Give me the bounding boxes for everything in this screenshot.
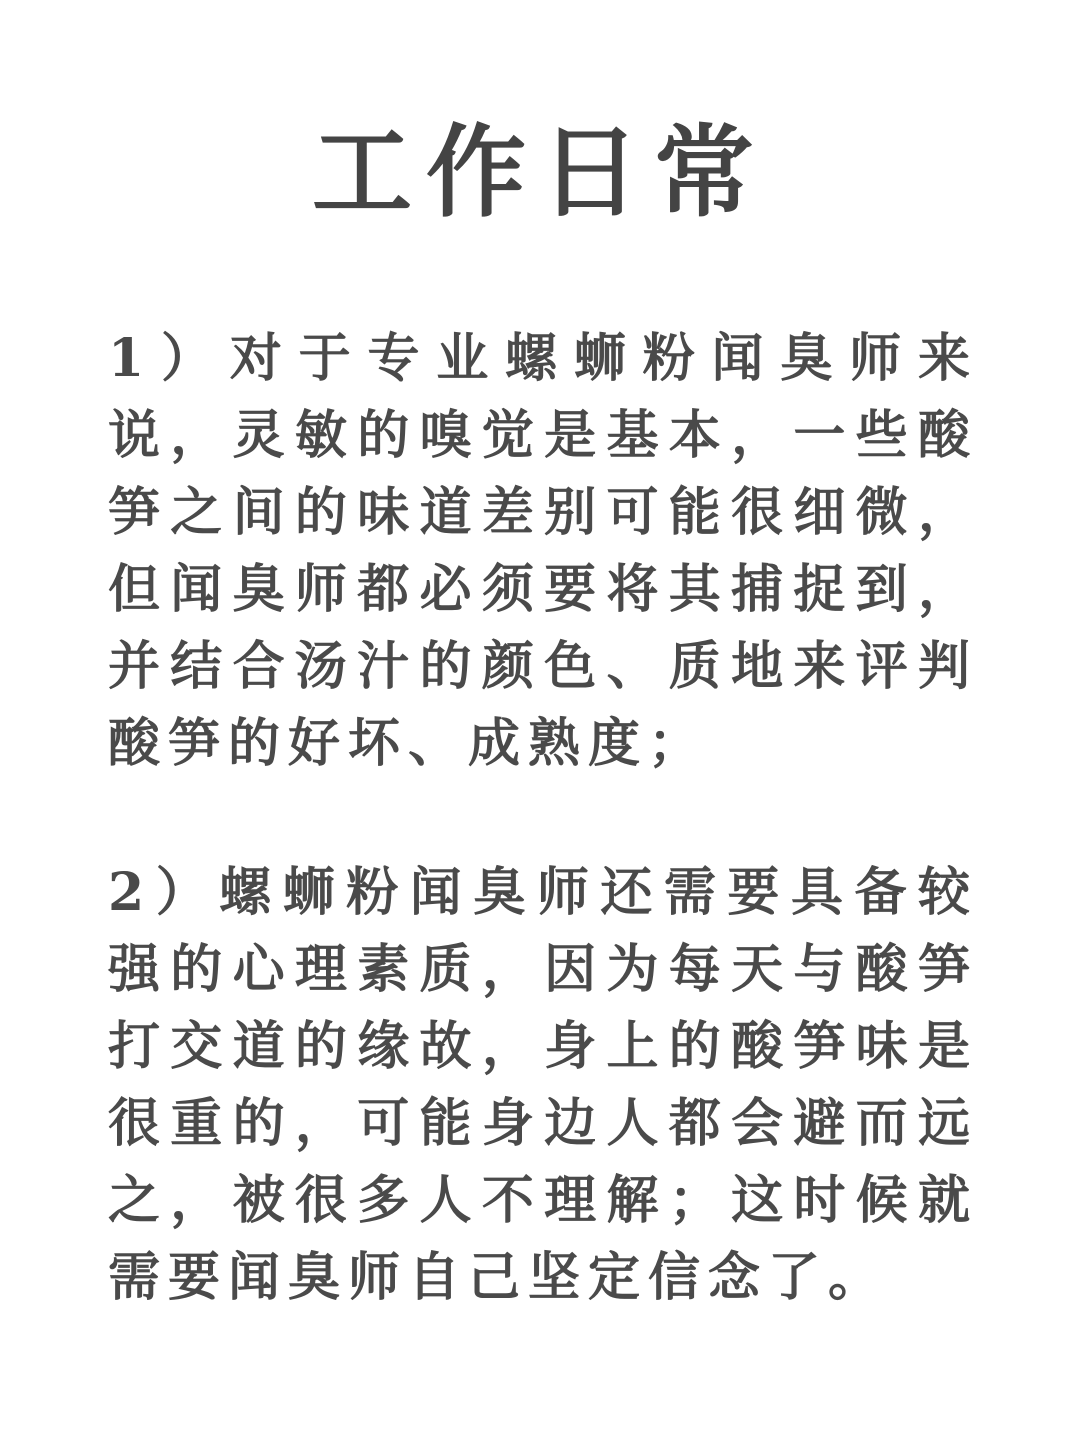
- paragraph-2: 2）螺蛳粉闻臭师还需要具备较强的心理素质，因为每天与酸笋打交道的缘故，身上的酸笋味是很重的，可能身边人都会避而远之，被很多人不理解；这时候就需要闻臭师自己坚定信念了。: [108, 862, 978, 1308]
- page-title: 工作日常: [312, 113, 768, 231]
- paragraph-1: 1）对于专业螺蛳粉闻臭师来说，灵敏的嗅觉是基本，一些酸笋之间的味道差别可能很细微，但闻臭师都必须要将其捕捉到，并结合汤汁的颜色、质地来评判酸笋的好坏、成熟度；: [108, 328, 978, 774]
